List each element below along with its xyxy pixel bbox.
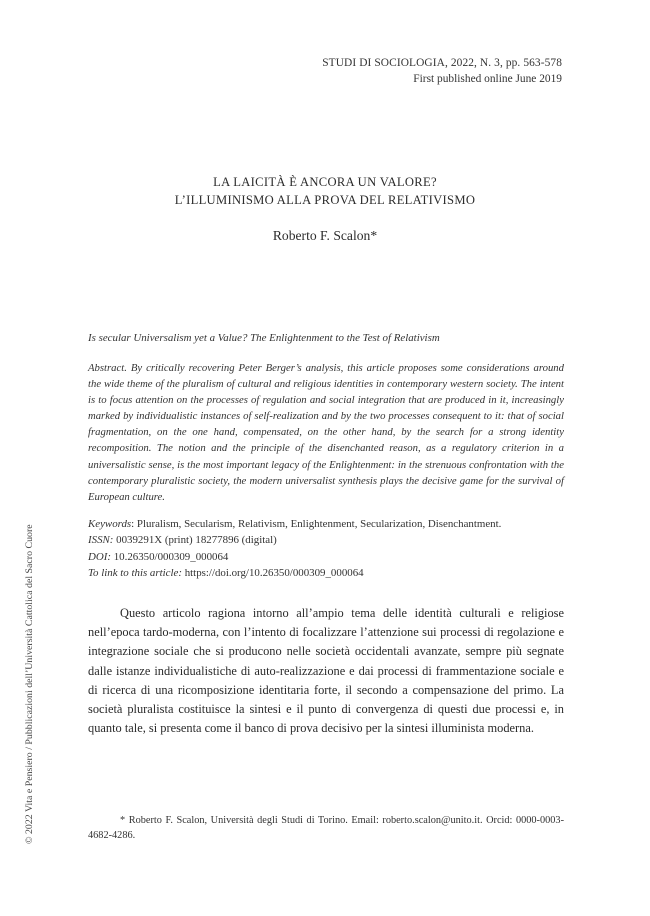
doi-line (88, 549, 564, 565)
english-title: Is secular Universalism yet a Value? The Enlightenment to the Test of Relativism (88, 332, 440, 344)
article-title-line-2: L’ILLUMINISMO ALLA PROVA DEL RELATIVISMO (174, 193, 476, 207)
online-publication-date: First published online June 2019 (413, 73, 562, 85)
title-block (88, 173, 562, 245)
keywords-label: Keywords (88, 518, 132, 530)
article-metadata (88, 516, 564, 582)
body-paragraph: Questo articolo ragiona intorno all’ampio tema delle identità culturali e religiose nell’epoca tardo-moderna, con l’intento di focalizzare l’attenzione sui processi di regolazione e integrazione sociale che si producono nelle società occidentali avanzate, sempre più segnate dalle istanze individualistiche di auto-realizzazione e dai processi di frammentazione sociale e di ricerca di una ricomposizione identitaria forte, il secondo a compensazione del primo. La società pluralista costituisce la sintesi e il punto di convergenza di questi due processi e, in quanto tale, si presenta come il banco di prova decisivo per la sintesi illuminista moderna. (88, 606, 564, 736)
copyright-notice: © 2022 Vita e Pensiero / Pubblicazioni dell’Università Cattolica del Sacro Cuore (24, 524, 35, 844)
keywords-value: : Pluralism, Secularism, Relativism, Enlightenment, Secularization, Disenchantment. (131, 518, 502, 530)
article-link-label: To link to this article: (88, 567, 182, 580)
doi-label: DOI: (88, 550, 111, 563)
journal-header (322, 55, 562, 87)
issn-value: 0039291X (print) 18277896 (digital) (113, 534, 277, 547)
article-link-line (88, 565, 564, 581)
author-footnote: * Roberto F. Scalon, Università degli Studi di Torino. Email: roberto.scalon@unito.it. Orcid: 0000-0003-4682-4286. (88, 815, 564, 842)
abstract: Abstract. By critically recovering Peter Berger’s analysis, this article proposes some considerations around the wide theme of the pluralism of cultural and religious identities in contemporary western society. The intent is to focus attention on the processes of regulation and social integration that are produced in it, increasingly marked by individualistic instances of self-realization and by the two processes consequent to it: that of social fragmentation, on the one hand, compensated, on the other hand, by the search for a strong identity recomposition. The notion and the principle of the disenchanted reason, as a regulatory criterion in a universalistic sense, is the most important legacy of the Enlightenment: in the strenuous confrontation with the contemporary pluralistic society, the modern universalist synthesis plays the decisive game for the survival of European culture. (88, 362, 564, 503)
keywords-line (88, 516, 564, 532)
issn-label: ISSN: (88, 534, 114, 547)
article-title-line-1: LA LAICITÀ È ANCORA UN VALORE? (213, 175, 437, 189)
author-name: Roberto F. Scalon* (272, 228, 378, 243)
article-link[interactable]: https://doi.org/10.26350/000309_000064 (181, 567, 364, 580)
journal-citation: STUDI DI SOCIOLOGIA, 2022, N. 3, pp. 563-578 (322, 57, 562, 69)
doi-value: 10.26350/000309_000064 (110, 550, 229, 563)
issn-line (88, 532, 564, 548)
